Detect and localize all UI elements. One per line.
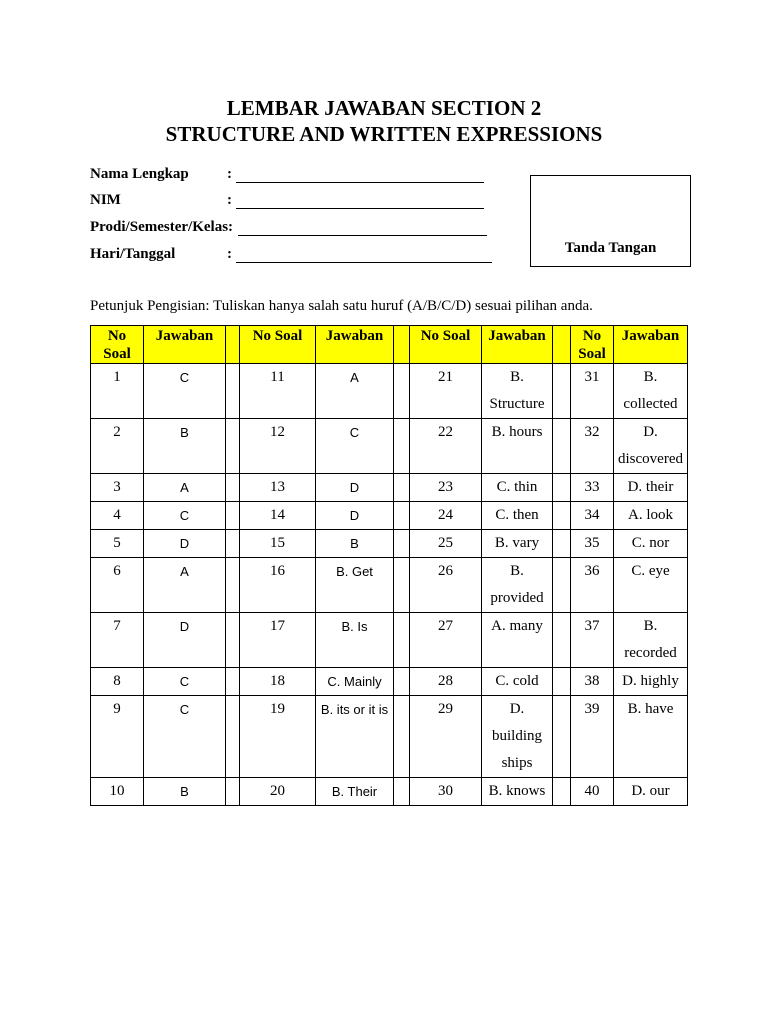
answer-cell[interactable]: D xyxy=(316,474,394,502)
question-number: 24 xyxy=(410,502,482,530)
column-spacer xyxy=(394,558,410,613)
question-number: 17 xyxy=(240,613,316,668)
answer-cell[interactable]: C. eye xyxy=(614,558,688,613)
header-jawaban: Jawaban xyxy=(614,326,688,364)
column-spacer xyxy=(553,474,571,502)
question-number: 5 xyxy=(91,530,144,558)
question-number: 29 xyxy=(410,696,482,778)
question-number: 39 xyxy=(571,696,614,778)
header-spacer xyxy=(394,326,410,364)
instruction-text: Petunjuk Pengisian: Tuliskan hanya salah satu huruf (A/B/C/D) sesuai pilihan anda. xyxy=(90,298,593,314)
column-spacer xyxy=(553,558,571,613)
nama-lengkap-input-line[interactable] xyxy=(236,182,484,183)
question-number: 20 xyxy=(240,778,316,806)
answer-cell[interactable]: B. Is xyxy=(316,613,394,668)
question-number: 3 xyxy=(91,474,144,502)
answer-cell[interactable]: B. Structure xyxy=(482,364,553,419)
answer-cell[interactable]: D. highly xyxy=(614,668,688,696)
column-spacer xyxy=(226,558,240,613)
answer-cell[interactable]: C. Mainly xyxy=(316,668,394,696)
question-number: 25 xyxy=(410,530,482,558)
answer-cell[interactable]: B xyxy=(144,778,226,806)
column-spacer xyxy=(553,778,571,806)
question-number: 26 xyxy=(410,558,482,613)
column-spacer xyxy=(553,419,571,474)
field-colon: : xyxy=(227,166,232,182)
field-prodi-semester-kelas xyxy=(90,219,490,241)
answer-cell[interactable]: B. collected xyxy=(614,364,688,419)
table-row xyxy=(91,778,688,806)
field-nim xyxy=(90,192,490,214)
question-number: 14 xyxy=(240,502,316,530)
answer-cell[interactable]: B. hours xyxy=(482,419,553,474)
signature-label: Tanda Tangan xyxy=(564,240,657,256)
page-subtitle: STRUCTURE AND WRITTEN EXPRESSIONS xyxy=(165,122,603,146)
answer-cell[interactable]: C xyxy=(144,696,226,778)
header-no-soal: No Soal xyxy=(240,326,316,364)
column-spacer xyxy=(226,696,240,778)
question-number: 16 xyxy=(240,558,316,613)
answer-table xyxy=(90,325,688,806)
question-number: 27 xyxy=(410,613,482,668)
prodi-input-line[interactable] xyxy=(238,235,487,236)
question-number: 9 xyxy=(91,696,144,778)
question-number: 2 xyxy=(91,419,144,474)
column-spacer xyxy=(226,613,240,668)
column-spacer xyxy=(553,364,571,419)
field-label: NIM xyxy=(90,192,121,208)
answer-cell[interactable]: D xyxy=(144,613,226,668)
answer-cell[interactable]: B. have xyxy=(614,696,688,778)
answer-cell[interactable]: C. thin xyxy=(482,474,553,502)
question-number: 18 xyxy=(240,668,316,696)
answer-cell[interactable]: A xyxy=(316,364,394,419)
column-spacer xyxy=(394,668,410,696)
table-row xyxy=(91,530,688,558)
question-number: 38 xyxy=(571,668,614,696)
answer-cell[interactable]: B xyxy=(316,530,394,558)
answer-cell[interactable]: C xyxy=(144,668,226,696)
header-spacer xyxy=(553,326,571,364)
column-spacer xyxy=(226,419,240,474)
column-spacer xyxy=(226,364,240,419)
question-number: 37 xyxy=(571,613,614,668)
answer-cell[interactable]: A. many xyxy=(482,613,553,668)
answer-cell[interactable]: B. recorded xyxy=(614,613,688,668)
answer-cell[interactable]: D xyxy=(316,502,394,530)
answer-cell[interactable]: D. discovered xyxy=(614,419,688,474)
header-spacer xyxy=(226,326,240,364)
header-jawaban: Jawaban xyxy=(316,326,394,364)
nim-input-line[interactable] xyxy=(236,208,484,209)
question-number: 34 xyxy=(571,502,614,530)
header-jawaban: Jawaban xyxy=(144,326,226,364)
column-spacer xyxy=(394,613,410,668)
table-header-row xyxy=(91,326,688,364)
answer-cell[interactable]: B xyxy=(144,419,226,474)
question-number: 33 xyxy=(571,474,614,502)
question-number: 21 xyxy=(410,364,482,419)
question-number: 40 xyxy=(571,778,614,806)
question-number: 19 xyxy=(240,696,316,778)
column-spacer xyxy=(394,696,410,778)
question-number: 36 xyxy=(571,558,614,613)
column-spacer xyxy=(226,778,240,806)
question-number: 23 xyxy=(410,474,482,502)
column-spacer xyxy=(553,502,571,530)
column-spacer xyxy=(394,502,410,530)
column-spacer xyxy=(553,696,571,778)
column-spacer xyxy=(553,530,571,558)
column-spacer xyxy=(394,778,410,806)
question-number: 12 xyxy=(240,419,316,474)
hari-tanggal-input-line[interactable] xyxy=(236,262,492,263)
question-number: 6 xyxy=(91,558,144,613)
column-spacer xyxy=(394,419,410,474)
answer-cell[interactable]: C. cold xyxy=(482,668,553,696)
column-spacer xyxy=(394,474,410,502)
question-number: 10 xyxy=(91,778,144,806)
column-spacer xyxy=(226,530,240,558)
answer-cell[interactable]: D. our xyxy=(614,778,688,806)
answer-cell[interactable]: C xyxy=(316,419,394,474)
field-hari-tanggal xyxy=(90,246,495,268)
page-title: LEMBAR JAWABAN SECTION 2 xyxy=(226,96,542,120)
answer-cell[interactable]: A. look xyxy=(614,502,688,530)
answer-cell[interactable]: A xyxy=(144,474,226,502)
answer-cell[interactable]: B. Their xyxy=(316,778,394,806)
answer-cell[interactable]: D. building ships xyxy=(482,696,553,778)
answer-cell[interactable]: B. knows xyxy=(482,778,553,806)
answer-cell[interactable]: B. provided xyxy=(482,558,553,613)
answer-cell[interactable]: C xyxy=(144,364,226,419)
table-row xyxy=(91,474,688,502)
table-row xyxy=(91,419,688,474)
question-number: 8 xyxy=(91,668,144,696)
field-colon: : xyxy=(227,192,232,208)
table-row xyxy=(91,364,688,419)
question-number: 35 xyxy=(571,530,614,558)
column-spacer xyxy=(553,668,571,696)
question-number: 1 xyxy=(91,364,144,419)
answer-cell[interactable]: B. vary xyxy=(482,530,553,558)
answer-cell[interactable]: C xyxy=(144,502,226,530)
header-no-soal: No Soal xyxy=(410,326,482,364)
table-row xyxy=(91,668,688,696)
answer-cell[interactable]: B. its or it is xyxy=(316,696,394,778)
header-jawaban: Jawaban xyxy=(482,326,553,364)
signature-box[interactable] xyxy=(530,175,691,267)
question-number: 13 xyxy=(240,474,316,502)
question-number: 7 xyxy=(91,613,144,668)
field-nama-lengkap xyxy=(90,166,490,188)
question-number: 22 xyxy=(410,419,482,474)
answer-cell[interactable]: C. then xyxy=(482,502,553,530)
question-number: 11 xyxy=(240,364,316,419)
question-number: 32 xyxy=(571,419,614,474)
table-row xyxy=(91,696,688,778)
field-label: Prodi/Semester/Kelas: xyxy=(90,219,234,235)
header-no-soal: No Soal xyxy=(91,326,144,364)
answer-cell[interactable]: A xyxy=(144,558,226,613)
answer-cell[interactable]: C. nor xyxy=(614,530,688,558)
field-colon: : xyxy=(227,246,232,262)
column-spacer xyxy=(226,502,240,530)
question-number: 15 xyxy=(240,530,316,558)
field-label: Nama Lengkap xyxy=(90,166,189,182)
column-spacer xyxy=(226,474,240,502)
table-row xyxy=(91,558,688,613)
question-number: 28 xyxy=(410,668,482,696)
column-spacer xyxy=(394,530,410,558)
field-label: Hari/Tanggal xyxy=(90,246,176,262)
question-number: 30 xyxy=(410,778,482,806)
column-spacer xyxy=(553,613,571,668)
header-no-soal: No Soal xyxy=(571,326,614,364)
answer-cell[interactable]: D. their xyxy=(614,474,688,502)
answer-cell[interactable]: D xyxy=(144,530,226,558)
table-row xyxy=(91,502,688,530)
column-spacer xyxy=(226,668,240,696)
answer-cell[interactable]: B. Get xyxy=(316,558,394,613)
question-number: 31 xyxy=(571,364,614,419)
table-row xyxy=(91,613,688,668)
column-spacer xyxy=(394,364,410,419)
question-number: 4 xyxy=(91,502,144,530)
